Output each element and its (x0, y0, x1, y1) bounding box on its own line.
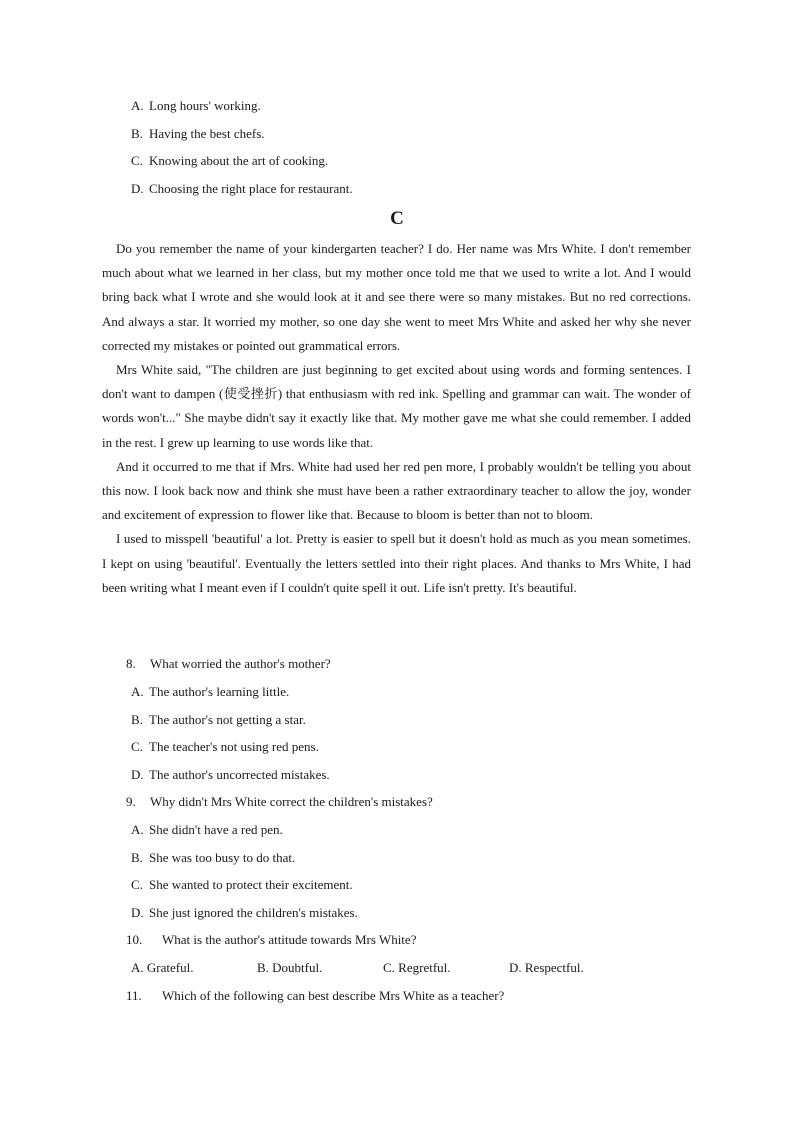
option-letter: C. (383, 960, 395, 975)
question-11 (126, 988, 504, 1004)
option-text: Doubtful. (272, 960, 323, 975)
passage-paragraph-4: I used to misspell 'beautiful' a lot. Pretty is easier to spell but it doesn't hold as much as you mean sometimes. I kept on using 'beautiful'. Eventually the letters settled into their right places. And thanks to Mrs White, I had been writing what I meant even if I couldn't quite spell it out. Life isn't pretty. It's beautiful. (102, 531, 691, 595)
option-text: Having the best chefs. (149, 126, 265, 141)
prev-option-d (131, 181, 353, 197)
option-letter: C. (131, 877, 143, 892)
q9-option-d (131, 905, 358, 921)
option-text: Long hours' working. (149, 98, 261, 113)
prev-option-a (131, 98, 261, 114)
question-number: 10. (126, 932, 143, 947)
prev-option-c (131, 153, 328, 169)
option-letter: A. (131, 684, 144, 699)
option-text: The author's uncorrected mistakes. (149, 767, 330, 782)
option-text: She just ignored the children's mistakes. (149, 905, 358, 920)
option-text: Regretful. (398, 960, 451, 975)
q10-option-a (131, 960, 257, 976)
question-text: Which of the following can best describe Mrs White as a teacher? (162, 988, 505, 1003)
q8-option-c (131, 739, 319, 755)
passage-paragraph-1: Do you remember the name of your kindergarten teacher? I do. Her name was Mrs White. I don't remember much about what we learned in her class, but my mother once told me that we used to write a lot. And I would bring back what I wrote and she would look at it and see there were so many mistakes. But no red corrections. And always a star. It worried my mother, so one day she went to meet Mrs White and asked her why she never corrected my mistakes or pointed out grammatical errors. (102, 241, 691, 353)
reading-passage (102, 237, 691, 600)
option-letter: B. (131, 126, 143, 141)
option-letter: C. (131, 153, 143, 168)
option-letter: D. (131, 767, 144, 782)
option-text: Respectful. (524, 960, 584, 975)
question-10 (126, 932, 416, 948)
option-text: Knowing about the art of cooking. (149, 153, 329, 168)
option-letter: D. (131, 181, 144, 196)
q10-option-d (509, 960, 635, 976)
option-text: The teacher's not using red pens. (149, 739, 319, 754)
option-letter: D. (131, 905, 144, 920)
option-text: She didn't have a red pen. (149, 822, 283, 837)
passage-paragraph-2: Mrs White said, "The children are just beginning to get excited about using words and forming sentences. I don't want to dampen (使受挫折) that enthusiasm with red ink. Spelling and grammar can wait. The wonder of words won't..." She maybe didn't say it exactly like that. My mother gave me what she could remember. I added in the rest. I grew up learning to use words like that. (102, 362, 691, 450)
passage-paragraph-3: And it occurred to me that if Mrs. White had used her red pen more, I probably wouldn't be telling you about this now. I look back now and think she must have been a rather extraordinary teacher to allow the joy, wonder and excitement of expression to flower like that. Because to bloom is better than not to bloom. (102, 458, 691, 523)
question-number: 9. (126, 794, 136, 809)
q8-option-a (131, 684, 289, 700)
option-text: The author's learning little. (149, 684, 290, 699)
q10-option-c (383, 960, 509, 976)
question-text: Why didn't Mrs White correct the children's mistakes? (150, 794, 433, 809)
option-letter: D. (509, 960, 522, 975)
question-text: What is the author's attitude towards Mrs White? (162, 932, 417, 947)
option-letter: B. (257, 960, 269, 975)
section-heading: C (390, 208, 404, 229)
option-letter: A. (131, 822, 144, 837)
option-text: Grateful. (146, 960, 194, 975)
option-text: Choosing the right place for restaurant. (149, 181, 353, 196)
q10-options-row (131, 960, 651, 976)
q9-option-a (131, 822, 283, 838)
option-text: She was too busy to do that. (149, 850, 296, 865)
question-number: 11. (126, 988, 142, 1003)
q9-option-b (131, 850, 295, 866)
option-letter: C. (131, 739, 143, 754)
prev-option-b (131, 126, 265, 142)
option-letter: B. (131, 850, 143, 865)
q8-option-b (131, 712, 306, 728)
question-number: 8. (126, 656, 136, 671)
option-letter: A. (131, 960, 144, 975)
question-8 (126, 656, 331, 672)
q10-option-b (257, 960, 383, 976)
q8-option-d (131, 767, 330, 783)
q9-option-c (131, 877, 353, 893)
option-text: The author's not getting a star. (149, 712, 306, 727)
option-letter: A. (131, 98, 144, 113)
option-letter: B. (131, 712, 143, 727)
question-text: What worried the author's mother? (150, 656, 331, 671)
option-text: She wanted to protect their excitement. (149, 877, 353, 892)
question-9 (126, 794, 433, 810)
